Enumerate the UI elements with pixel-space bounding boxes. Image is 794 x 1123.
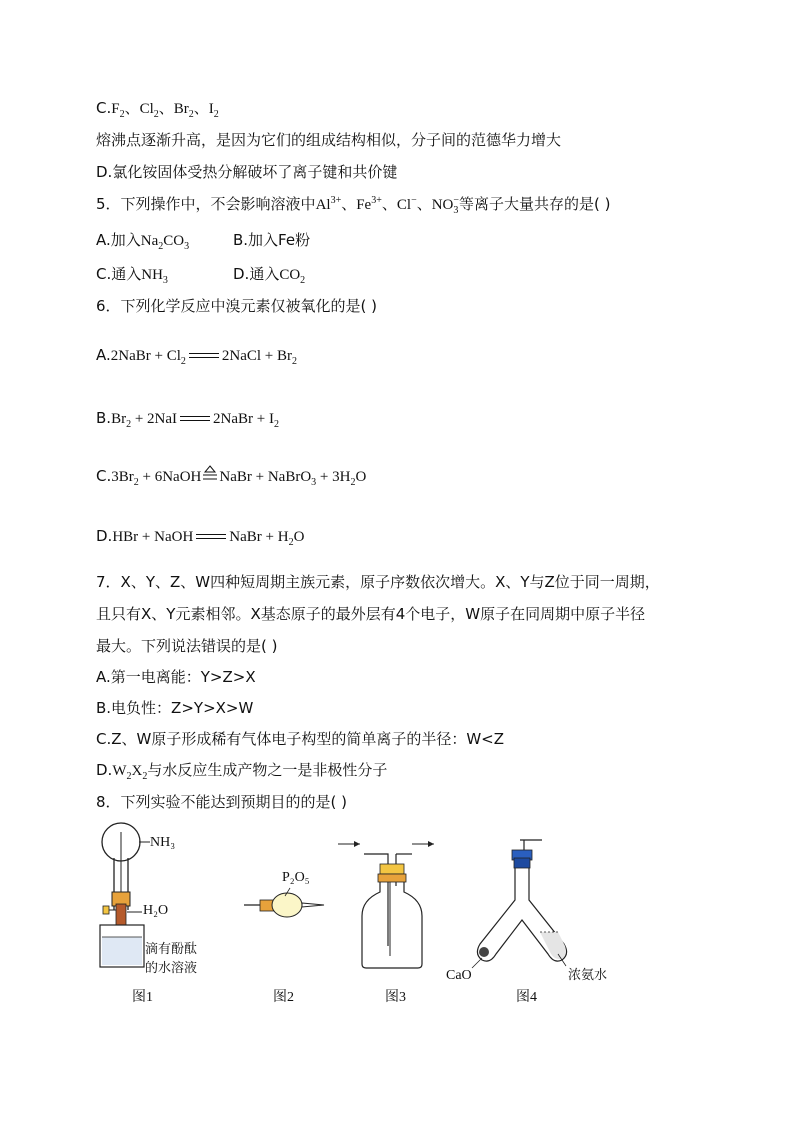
q5-option-a: A.加入$Na_2CO_3$ bbox=[96, 231, 190, 252]
q4-option-d: D.氯化铵固体受热分解破坏了离子键和共价键 bbox=[96, 163, 398, 181]
q4-option-c-formula: $C.F_2$、$Cl_2$、$Br_2$、$I_2$ bbox=[96, 99, 219, 120]
q7-stem-line1: 7．X、Y、Z、W四种短周期主族元素，原子序数依次增大。X、Y与Z位于同一周期， bbox=[96, 573, 660, 591]
equals-sign bbox=[196, 526, 226, 546]
fig3-gas-bottle bbox=[334, 836, 444, 971]
q4-option-c-text: 熔沸点逐渐升高，是因为它们的组成结构相似，分子间的范德华力增大 bbox=[96, 131, 562, 149]
fig1-water-label: H₂O bbox=[143, 903, 169, 918]
q5-option-d: D.通入$CO_2$ bbox=[233, 265, 306, 286]
fig1-caption: 图1 bbox=[132, 990, 153, 1005]
fig4-right-label: 浓氨水 bbox=[568, 968, 608, 983]
heat-equals-sign bbox=[203, 465, 217, 486]
q6-stem: 6．下列化学反应中溴元素仅被氧化的是( ) bbox=[96, 297, 378, 315]
q7-option-c: C.Z、W原子形成稀有气体电子构型的简单离子的半径：W<Z bbox=[96, 730, 505, 748]
equals-sign bbox=[189, 345, 219, 365]
fig4-y-tube bbox=[462, 836, 592, 976]
q7-stem-line2: 且只有X、Y元素相邻。X基态原子的最外层有4个电子，W原子在同周期中原子半径 bbox=[96, 605, 646, 623]
fig3-caption: 图3 bbox=[385, 990, 406, 1005]
q6-option-a: A.2NaBr + $Cl_2$ 2NaCl + $Br_2$ bbox=[96, 346, 298, 367]
q7-option-d: $D.W_2X_2$与水反应生成产物之一是非极性分子 bbox=[96, 761, 388, 782]
fig1-solution-label-2: 的水溶液 bbox=[145, 961, 198, 976]
q7-option-a: A.第一电离能：Y>Z>X bbox=[96, 668, 256, 686]
q6-option-d: D.HBr + NaOH NaBr + $H_2O$ bbox=[96, 527, 305, 548]
fig4-left-label: CaO bbox=[446, 968, 472, 983]
fig1-gas-label: NH₃ bbox=[150, 835, 176, 850]
fig1-solution-label-1: 滴有酚酞 bbox=[145, 942, 198, 957]
equals-sign bbox=[180, 408, 210, 428]
q8-stem: 8．下列实验不能达到预期目的的是( ) bbox=[96, 793, 348, 811]
fig2-drying-tube bbox=[240, 880, 330, 930]
fig2-reagent-label: P₂O₅ bbox=[282, 870, 310, 885]
q5-stem: 5．下列操作中，不会影响溶液中$Al^{3+}$、$Fe^{3+}$、Cl−、NO − 3 等离子大量共存的是( ) bbox=[96, 194, 611, 216]
q6-option-c: $C.3Br_2$ + 6NaOH NaBr + NaBrO$_3$ + $3H_2O$ bbox=[96, 467, 367, 488]
q5-option-c: C.通入$NH_3$ bbox=[96, 265, 168, 286]
q7-option-b: B.电负性：Z>Y>X>W bbox=[96, 699, 254, 717]
q7-stem-line3: 最大。下列说法错误的是( ) bbox=[96, 637, 278, 655]
q6-option-b: $B.Br_2 + 2NaI$ 2NaBr + $I_2$ bbox=[96, 409, 279, 430]
fig2-caption: 图2 bbox=[273, 990, 294, 1005]
q5-option-b: B.加入Fe粉 bbox=[233, 231, 311, 249]
fig4-caption: 图4 bbox=[516, 990, 537, 1005]
